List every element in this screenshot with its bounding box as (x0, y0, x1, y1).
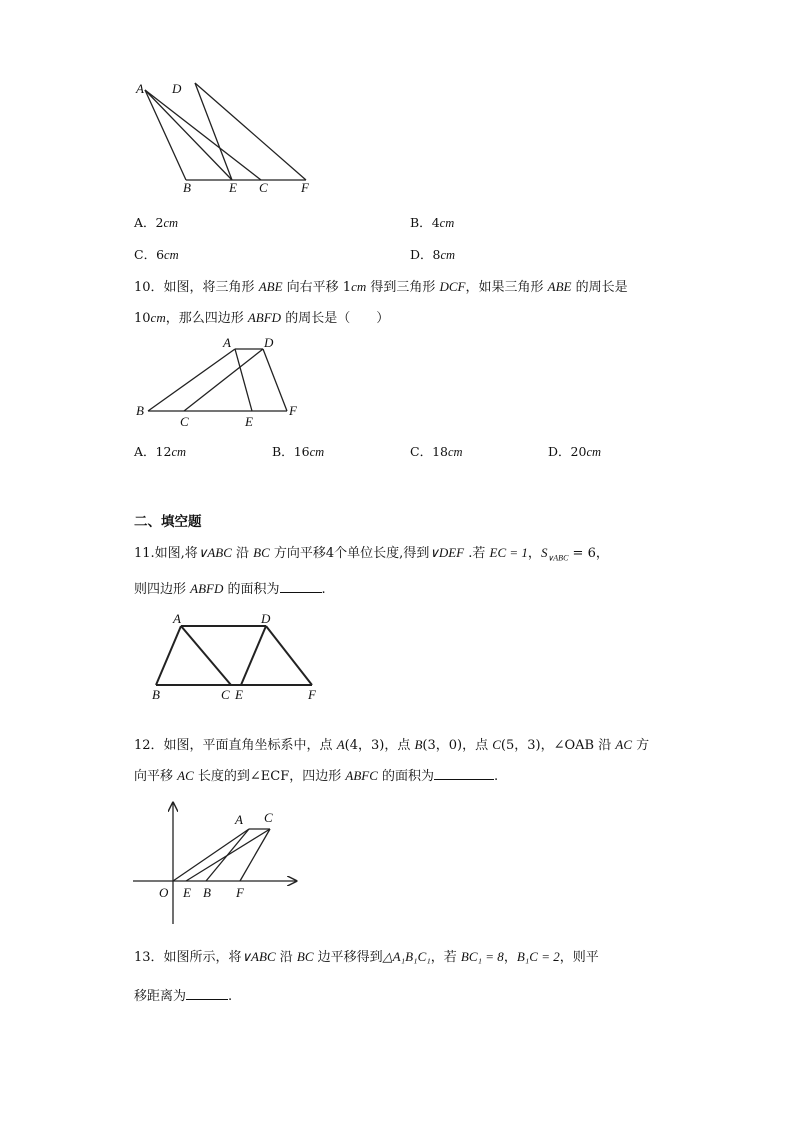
q9-option-a[interactable]: A．2cm (134, 215, 179, 230)
label-b: B (203, 885, 211, 900)
seg-df (263, 349, 287, 411)
seg-df (266, 626, 312, 685)
q10-option-a[interactable]: A．12cm (134, 444, 187, 459)
seg-ba (148, 349, 235, 411)
seg-de (241, 626, 266, 685)
label-d: D (261, 611, 271, 626)
figure-q11 (145, 606, 345, 706)
q9-option-b[interactable]: B．4cm (410, 215, 455, 230)
q13-text-line1: 13．如图所示，将∨ABC 沿 BC 边平移得到△A₁B₁C₁，若 BC₁ = 8，B₁C = 2，则平 (134, 949, 599, 965)
seg-ae (235, 349, 252, 411)
label-b: B (152, 687, 160, 702)
q12-text-line2: 向平移 AC 长度的到∠ECF，四边形 ABFC 的面积为 . (134, 768, 499, 784)
label-a: A (173, 611, 181, 626)
q11-answer-blank[interactable] (280, 580, 322, 593)
figure-q12 (128, 800, 308, 925)
seg-ab (145, 90, 186, 180)
seg-ab (156, 626, 181, 685)
q10-option-d[interactable]: D．20cm (548, 444, 602, 459)
q10-option-c[interactable]: C．18cm (410, 444, 463, 459)
label-d: D (172, 81, 182, 96)
section-title-fill-in: 二、填空题 (134, 514, 202, 530)
q11-text-line1: 11.如图,将∨ABC 沿 BC 方向平移4个单位长度,得到∨DEF .若 EC = 1，$S_{\vee ABC} = 6$， (134, 545, 609, 563)
label-c: C (180, 414, 189, 429)
seg-de (195, 83, 232, 180)
seg-cf (240, 829, 270, 881)
seg-ec (186, 829, 270, 881)
figure-q9 (128, 74, 328, 198)
label-a: A (235, 812, 243, 827)
label-f: F (289, 403, 297, 418)
label-c: C (259, 180, 268, 195)
q13-answer-blank[interactable] (186, 987, 228, 1000)
label-e: E (229, 180, 237, 195)
q11-text-line2: 则四边形 ABFD 的面积为 . (134, 581, 326, 597)
label-b: B (136, 403, 144, 418)
q13-text-line2: 移距离为 . (134, 989, 233, 1004)
seg-df (195, 83, 306, 180)
label-f: F (301, 180, 309, 195)
q12-answer-blank[interactable] (434, 767, 494, 780)
seg-ac (181, 626, 231, 685)
label-e: E (245, 414, 253, 429)
q10-text-line2: 10cm，那么四边形 ABFD 的周长是（ ） (134, 310, 390, 326)
q9-option-d[interactable]: D．8cm (410, 247, 456, 262)
q10-text-line1: 10．如图，将三角形 ABE 向右平移 1cm 得到三角形 DCF，如果三角形 ABE 的周长是 (134, 279, 628, 295)
label-c: C (221, 687, 230, 702)
label-a: A (136, 81, 144, 96)
label-c: C (264, 810, 273, 825)
label-f: F (308, 687, 316, 702)
q10-option-b[interactable]: B．16cm (272, 444, 325, 459)
seg-oa (173, 829, 249, 881)
figure-q10 (132, 334, 332, 434)
label-e: E (183, 885, 191, 900)
label-e: E (235, 687, 243, 702)
label-b: B (183, 180, 191, 195)
label-f: F (236, 885, 244, 900)
q12-text-line1: 12．如图，平面直角坐标系中，点 A(4，3)，点 B(3，0)，点 C(5，3)，∠OAB 沿 AC 方 (134, 737, 650, 753)
label-d: D (264, 335, 274, 350)
label-o: O (159, 885, 169, 900)
q9-option-c[interactable]: C．6cm (134, 247, 179, 262)
label-a: A (223, 335, 231, 350)
seg-cd (184, 349, 263, 411)
